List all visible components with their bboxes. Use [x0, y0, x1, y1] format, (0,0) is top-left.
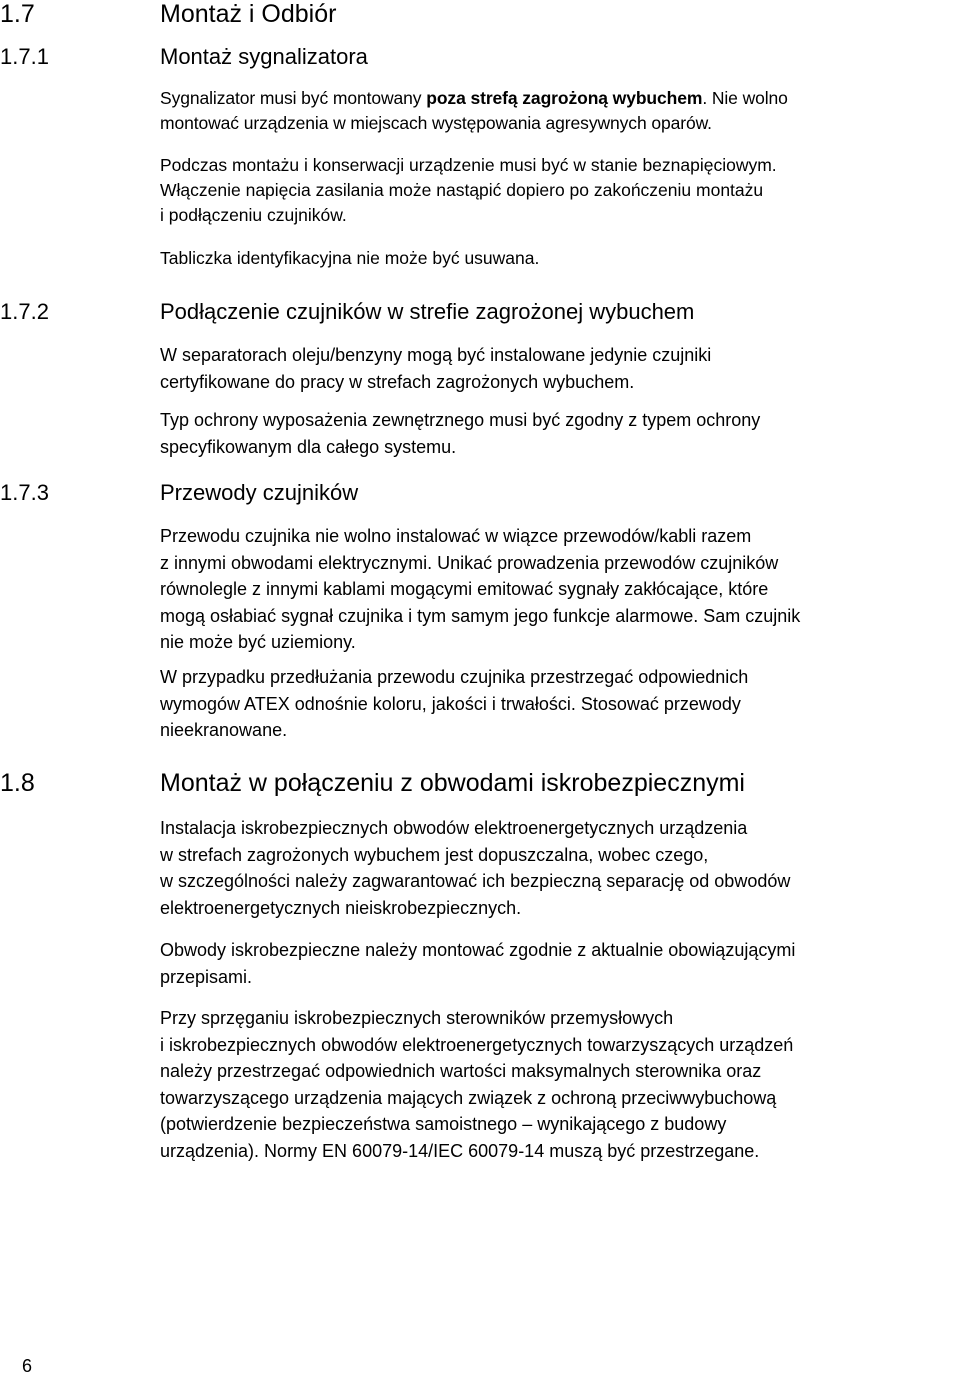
paragraph-line: Tabliczka identyfikacyjna nie może być usuwana. [160, 248, 540, 268]
heading-title: Montaż sygnalizatora [160, 44, 368, 69]
heading-title: Montaż w połączeniu z obwodami iskrobezpiecznymi [160, 769, 745, 797]
heading-number: 1.7 [0, 0, 35, 28]
paragraph-line: towarzyszącego urządzenia mających związek z ochroną przeciwwybuchową [160, 1087, 777, 1108]
paragraph-regulations [160, 937, 960, 990]
heading-number: 1.7.2 [0, 299, 49, 324]
heading-title: Przewody czujników [160, 480, 359, 505]
paragraph-line: Przewodu czujnika nie wolno instalować w wiązce przewodów/kabli razem [160, 526, 752, 546]
paragraph-line: (potwierdzenie bezpieczeństwa samoistnego – wynikającego z budowy [160, 1114, 727, 1134]
paragraph-line: W separatorach oleju/benzyny mogą być instalowane jedynie czujniki [160, 345, 712, 365]
paragraph-line: Obwody iskrobezpieczne należy montować zgodnie z aktualnie obowiązującymi [160, 940, 796, 960]
paragraph-line: specyfikowanym dla całego systemu. [160, 436, 457, 457]
paragraph-line: certyfikowane do pracy w strefach zagrożonych wybuchem. [160, 371, 635, 392]
paragraph-line: przepisami. [160, 966, 253, 987]
bold-text: poza strefą zagrożoną wybuchem [426, 88, 703, 108]
paragraph-nameplate [160, 246, 960, 271]
paragraph-line: w strefach zagrożonych wybuchem jest dopuszczalna, wobec czego, [160, 844, 709, 865]
paragraph-coupling-controllers [160, 1005, 960, 1164]
paragraph-line: Sygnalizator musi być montowany poza strefą zagrożoną wybuchem. Nie wolno [160, 88, 788, 108]
paragraph-line: w szczególności należy zagwarantować ich bezpieczną separację od obwodów [160, 871, 791, 891]
paragraph-line: Przy sprzęganiu iskrobezpiecznych sterowników przemysłowych [160, 1008, 674, 1028]
paragraph-line: mogą osłabiać sygnał czujnika i tym samym jego funkcje alarmowe. Sam czujnik [160, 605, 801, 626]
paragraph-line: Typ ochrony wyposażenia zewnętrznego musi być zgodny z typem ochrony [160, 410, 761, 430]
heading-number: 1.7.3 [0, 480, 49, 505]
paragraph-line: Instalacja iskrobezpiecznych obwodów elektroenergetycznych urządzenia [160, 818, 748, 838]
paragraph-line: i iskrobezpiecznych obwodów elektroenergetycznych towarzyszących urządzeń [160, 1034, 794, 1055]
heading-number: 1.7.1 [0, 44, 49, 69]
heading-title: Podłączenie czujników w strefie zagrożonej wybuchem [160, 299, 695, 324]
paragraph-certified-sensors [160, 342, 960, 395]
paragraph-cable-extension [160, 664, 960, 744]
paragraph-montaz-location [160, 86, 960, 136]
heading-title: Montaż i Odbiór [160, 0, 337, 28]
heading-number: 1.8 [0, 769, 35, 797]
paragraph-line: Włączenie napięcia zasilania może nastąpić dopiero po zakończeniu montażu [160, 180, 764, 200]
paragraph-line: i podłączeniu czujników. [160, 205, 347, 225]
paragraph-line: należy przestrzegać odpowiednich wartości maksymalnych sterownika oraz [160, 1061, 762, 1081]
paragraph-line: elektroenergetycznych nieiskrobezpiecznych. [160, 897, 522, 918]
paragraph-line: Podczas montażu i konserwacji urządzenie musi być w stanie beznapięciowym. [160, 155, 777, 175]
paragraph-line: W przypadku przedłużania przewodu czujnika przestrzegać odpowiednich [160, 667, 749, 687]
paragraph-line: nieekranowane. [160, 720, 288, 740]
paragraph-line: wymogów ATEX odnośnie koloru, jakości i trwałości. Stosować przewody [160, 693, 741, 714]
paragraph-line: z innymi obwodami elektrycznymi. Unikać prowadzenia przewodów czujników [160, 552, 779, 573]
paragraph-power-off [160, 153, 960, 228]
page-number: 6 [22, 1356, 33, 1376]
paragraph-line: montować urządzenia w miejscach występowania agresywnych oparów. [160, 113, 712, 133]
paragraph-protection-type [160, 407, 960, 460]
paragraph-intrinsic-installation [160, 815, 960, 921]
paragraph-line: urządzenia). Normy EN 60079-14/IEC 60079-14 muszą być przestrzegane. [160, 1140, 760, 1161]
paragraph-line: nie może być uziemiony. [160, 632, 356, 652]
paragraph-line: równolegle z innymi kablami mogącymi emitować sygnały zakłócające, które [160, 579, 769, 599]
paragraph-sensor-cable-routing [160, 523, 960, 656]
